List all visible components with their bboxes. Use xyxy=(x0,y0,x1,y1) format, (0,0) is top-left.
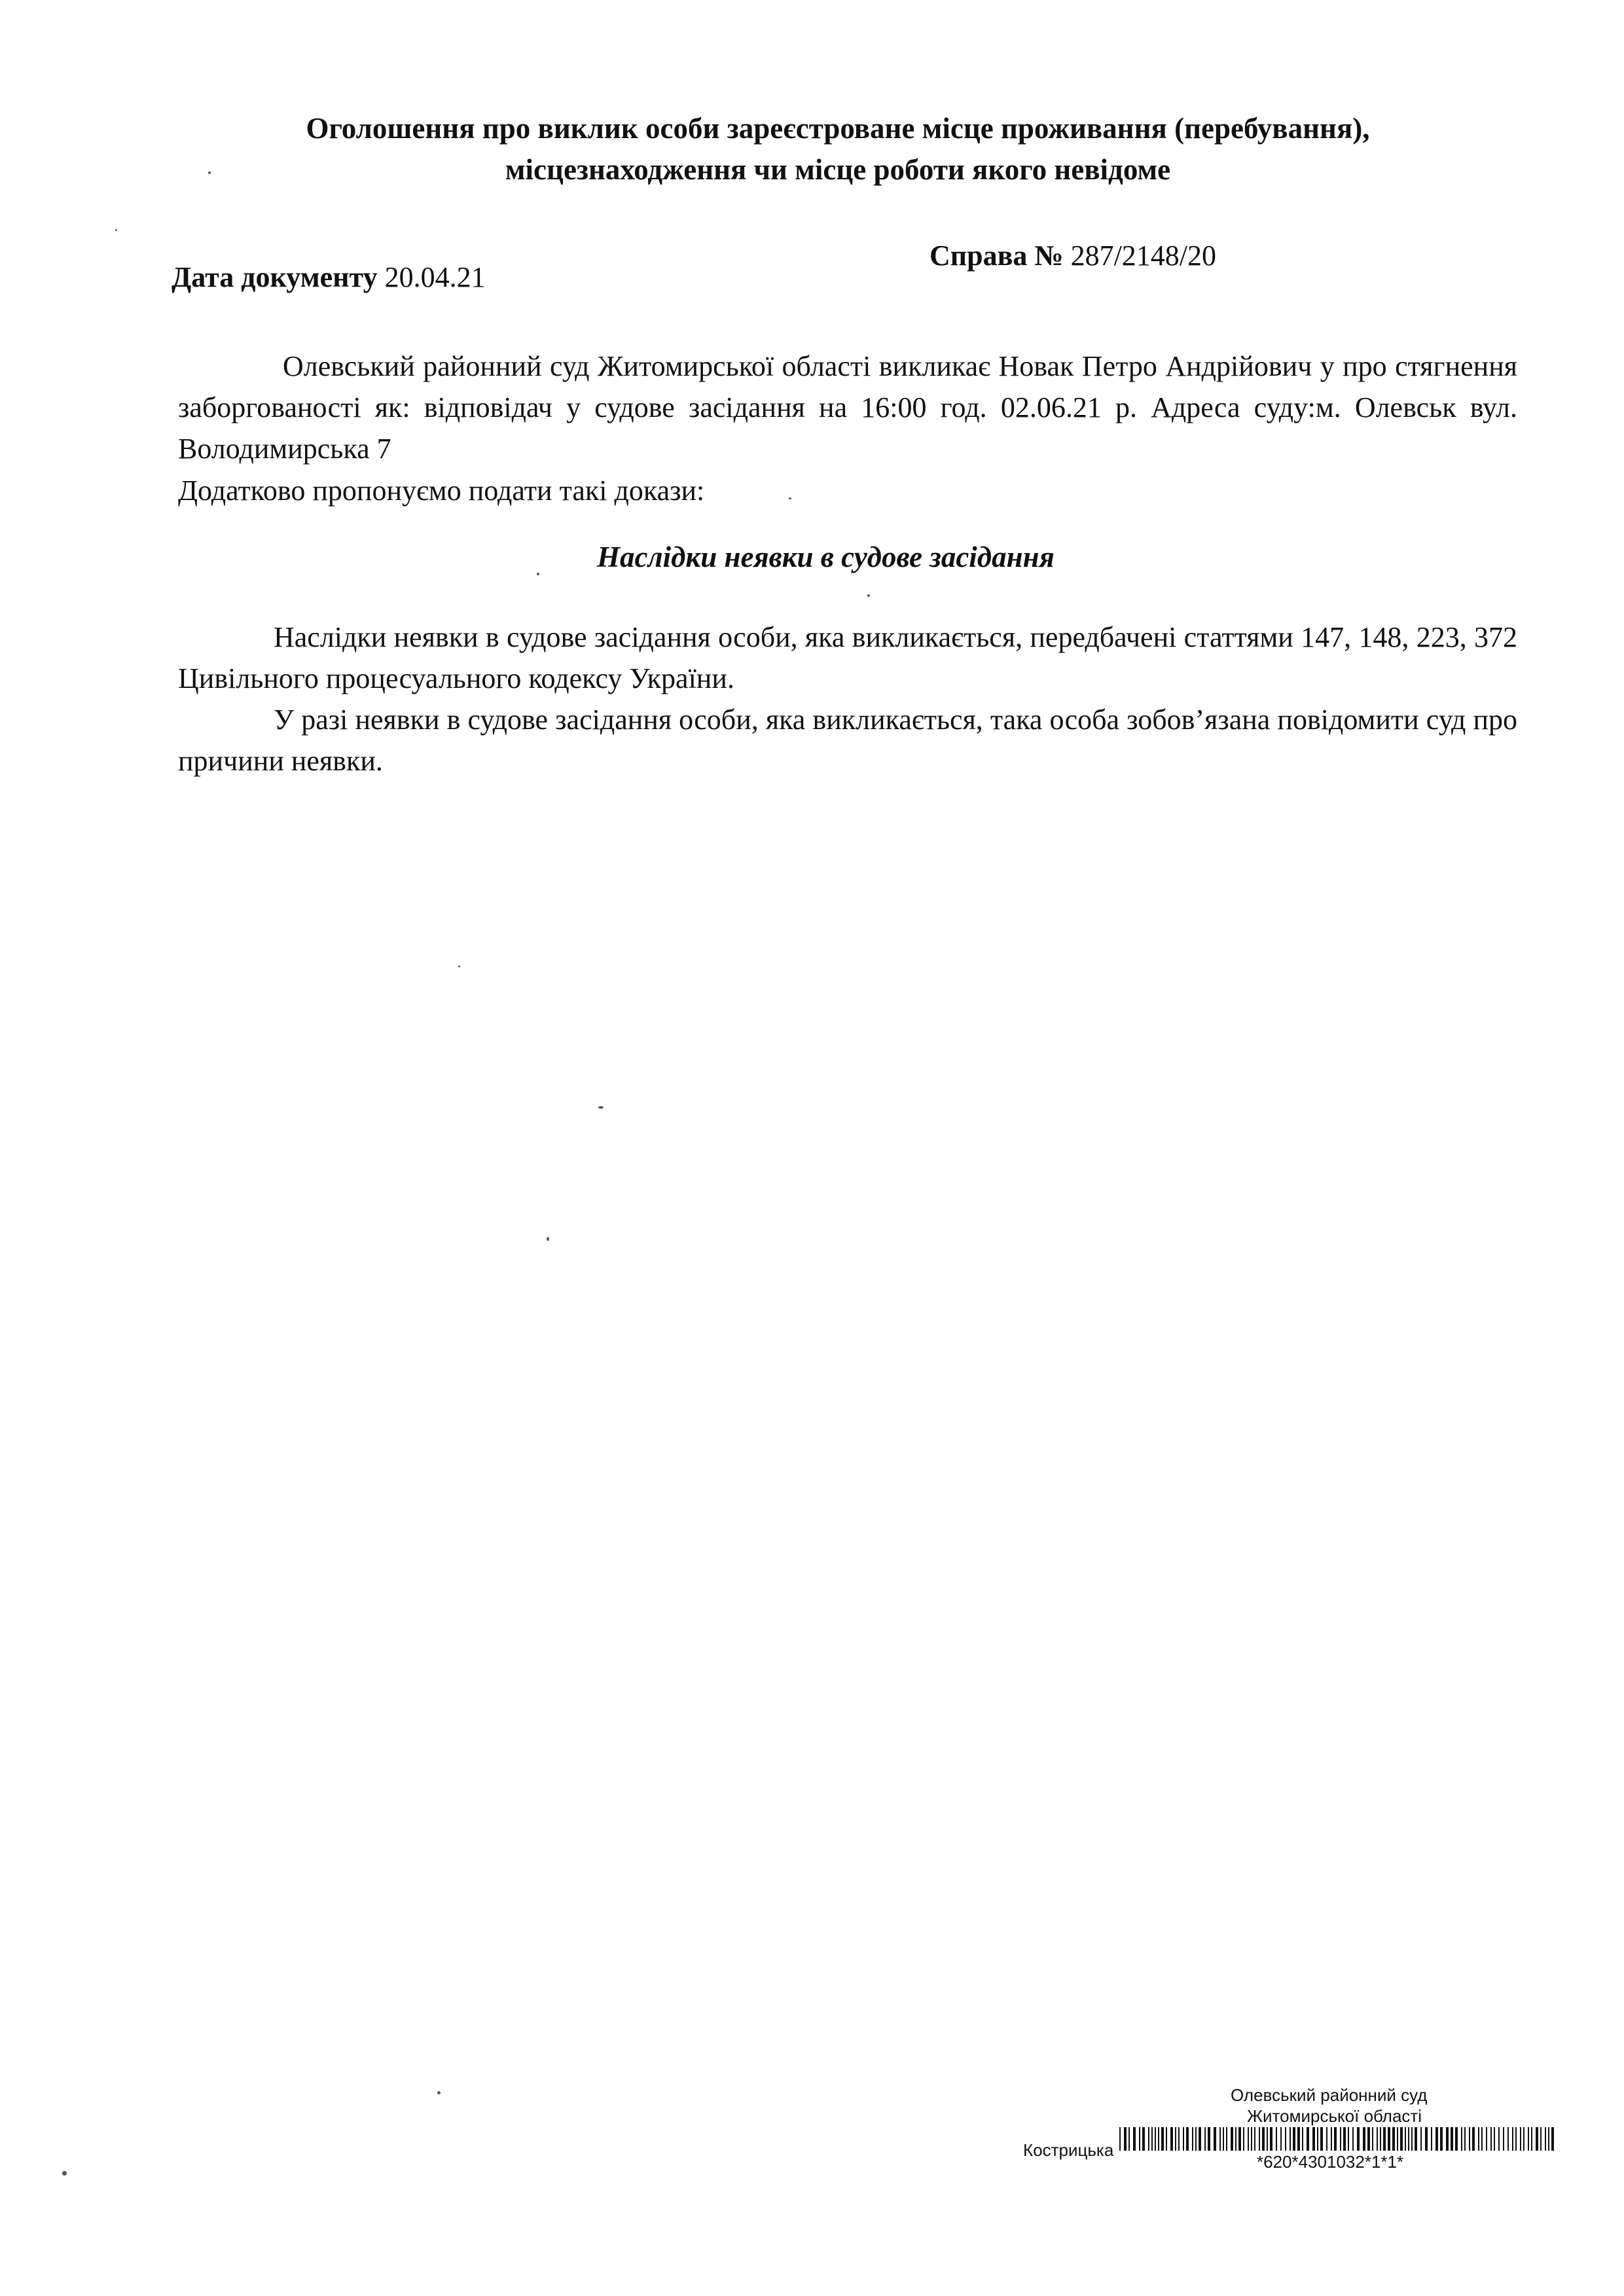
barcode-bar xyxy=(1148,2127,1149,2151)
scan-speck xyxy=(115,229,117,231)
document-title xyxy=(216,108,1460,190)
barcode-bar xyxy=(1302,2127,1303,2151)
barcode-bar xyxy=(1469,2127,1470,2151)
barcode-bar xyxy=(1175,2127,1176,2151)
barcode-bar xyxy=(1363,2127,1365,2151)
barcode-bar xyxy=(1486,2127,1487,2151)
barcode-bar xyxy=(1317,2127,1318,2151)
barcode-bar xyxy=(1451,2127,1453,2151)
barcode-bar xyxy=(1248,2127,1249,2151)
case-number-value: 287/2148/20 xyxy=(1070,240,1217,272)
barcode-bar xyxy=(1503,2127,1504,2151)
barcode-bar xyxy=(1124,2127,1127,2151)
barcode-bar xyxy=(1490,2127,1492,2151)
barcode-bar xyxy=(1464,2127,1466,2151)
stamp-barcode-code: *620*4301032*1*1* xyxy=(1257,2152,1404,2172)
barcode-bar xyxy=(1331,2127,1332,2151)
barcode-bar xyxy=(1119,2127,1121,2151)
barcode-bar xyxy=(1139,2127,1140,2151)
stamp-court-name: Олевський районний суд xyxy=(1231,2085,1428,2105)
barcode-bar xyxy=(1231,2127,1233,2151)
barcode-bar xyxy=(1551,2127,1554,2151)
barcode-bar xyxy=(1254,2127,1255,2151)
scan-speck xyxy=(458,965,460,967)
barcode-bar xyxy=(1523,2127,1525,2151)
barcode-bar xyxy=(1238,2127,1241,2151)
barcode-bar xyxy=(1388,2127,1390,2151)
barcode-bar xyxy=(1199,2127,1201,2151)
barcode-bar xyxy=(1133,2127,1136,2151)
registry-barcode xyxy=(1119,2127,1558,2151)
barcode-bar xyxy=(1367,2127,1370,2151)
barcode-bar xyxy=(1446,2127,1449,2151)
barcode-bar xyxy=(1545,2127,1546,2151)
document-date xyxy=(171,260,486,294)
barcode-bar xyxy=(1259,2127,1260,2151)
barcode-bar xyxy=(1512,2127,1513,2151)
barcode-bar xyxy=(1326,2127,1327,2151)
barcode-bar xyxy=(1226,2127,1227,2151)
case-number-label: Справа № xyxy=(929,240,1064,272)
title-line-1: Оголошення про виклик особи зареєстроване місце проживання (перебування), xyxy=(306,112,1370,145)
document-date-label: Дата документу xyxy=(171,261,378,293)
title-line-2: місцезнаходження чи місце роботи якого невідоме xyxy=(505,153,1171,186)
barcode-bar xyxy=(1251,2127,1252,2151)
document-date-value: 20.04.21 xyxy=(384,261,486,293)
scan-speck xyxy=(537,573,539,575)
barcode-bar xyxy=(1531,2127,1532,2151)
scan-speck xyxy=(208,171,211,174)
barcode-bar xyxy=(1243,2127,1244,2151)
barcode-bar xyxy=(1478,2127,1479,2151)
barcode-bar xyxy=(1383,2127,1386,2151)
scan-speck xyxy=(598,1106,604,1109)
barcode-bar xyxy=(1208,2127,1210,2151)
barcode-bar xyxy=(1285,2127,1286,2151)
consequences-paragraph-1: Наслідки неявки в судове засідання особи, яка викликається, передбачені статтями 147, 148, 223, 372 Цивільного процесуального кодексу України. xyxy=(178,621,1517,694)
stamp-clerk: Кострицька xyxy=(1023,2140,1114,2160)
barcode-bar xyxy=(1415,2127,1417,2151)
barcode-bar xyxy=(1158,2127,1159,2151)
barcode-bar xyxy=(1400,2127,1403,2151)
scan-speck xyxy=(62,2171,67,2176)
barcode-bar xyxy=(1166,2127,1167,2151)
barcode-bar xyxy=(1219,2127,1221,2151)
barcode-bar xyxy=(1297,2127,1300,2151)
consequences-heading: Наслідки неявки в судове засідання xyxy=(597,541,1055,573)
barcode-bar xyxy=(1494,2127,1495,2151)
barcode-bar xyxy=(1377,2127,1378,2151)
barcode-bar xyxy=(1340,2127,1341,2151)
barcode-bar xyxy=(1270,2127,1272,2151)
barcode-bar xyxy=(1536,2127,1538,2151)
barcode-bar xyxy=(1155,2127,1156,2151)
barcode-bar xyxy=(1204,2127,1206,2151)
barcode-bar xyxy=(1151,2127,1153,2151)
scan-speck xyxy=(437,2091,441,2094)
barcode-bar xyxy=(1380,2127,1381,2151)
barcode-bar xyxy=(1235,2127,1236,2151)
barcode-bar xyxy=(1435,2127,1438,2151)
barcode-bar xyxy=(1431,2127,1432,2151)
barcode-bar xyxy=(1214,2127,1216,2151)
scan-speck xyxy=(867,594,870,597)
barcode-bar xyxy=(1183,2127,1184,2151)
barcode-bar xyxy=(1161,2127,1164,2151)
barcode-bar xyxy=(1397,2127,1398,2151)
barcode-bar xyxy=(1293,2127,1295,2151)
barcode-bar xyxy=(1357,2127,1360,2151)
barcode-bar xyxy=(1481,2127,1483,2151)
consequences-paragraph-2: У разі неявки в судове засідання особи, яка викликається, така особа зобов’язана повідомити суд про причини неявки. xyxy=(178,704,1517,777)
barcode-bar xyxy=(1307,2127,1309,2151)
barcode-bar xyxy=(1507,2127,1509,2151)
evidence-line: Додатково пропонуємо подати такі докази: xyxy=(178,475,705,507)
barcode-bar xyxy=(1548,2127,1549,2151)
barcode-bar xyxy=(1192,2127,1193,2151)
barcode-bar xyxy=(1425,2127,1428,2151)
scan-speck xyxy=(547,1237,549,1241)
barcode-bar xyxy=(1498,2127,1500,2151)
barcode-bar xyxy=(1515,2127,1517,2151)
barcode-bar xyxy=(1276,2127,1277,2151)
barcode-bar xyxy=(1372,2127,1373,2151)
barcode-bar xyxy=(1411,2127,1413,2151)
barcode-bar xyxy=(1348,2127,1349,2151)
barcode-bar xyxy=(1408,2127,1409,2151)
barcode-bar xyxy=(1520,2127,1521,2151)
case-number xyxy=(929,239,1216,272)
summons-paragraph: Олевський районний суд Житомирської області викликає Новак Петро Андрійович у про стягнення заборгованості як: відповідач у судове засідання на 16:00 год. 02.06.21 р. Адреса суду:м. Олевськ вул. Володимирська 7 xyxy=(178,350,1517,465)
barcode-bar xyxy=(1472,2127,1475,2151)
barcode-bar xyxy=(1267,2127,1268,2151)
barcode-bar xyxy=(1195,2127,1197,2151)
barcode-bar xyxy=(1290,2127,1291,2151)
barcode-bar xyxy=(1405,2127,1406,2151)
barcode-bar xyxy=(1312,2127,1315,2151)
barcode-bar xyxy=(1343,2127,1346,2151)
barcode-bar xyxy=(1334,2127,1337,2151)
barcode-bar xyxy=(1440,2127,1443,2151)
barcode-bar xyxy=(1528,2127,1529,2151)
barcode-bar xyxy=(1455,2127,1458,2151)
barcode-bar xyxy=(1280,2127,1282,2151)
barcode-bar xyxy=(1186,2127,1189,2151)
barcode-bar xyxy=(1352,2127,1354,2151)
barcode-bar xyxy=(1461,2127,1462,2151)
barcode-bar xyxy=(1320,2127,1323,2151)
barcode-bar xyxy=(1392,2127,1395,2151)
stamp-region: Житомирської області xyxy=(1247,2106,1422,2126)
barcode-bar xyxy=(1420,2127,1422,2151)
barcode-bar xyxy=(1142,2127,1145,2151)
barcode-bar xyxy=(1223,2127,1224,2151)
barcode-bar xyxy=(1540,2127,1542,2151)
barcode-bar xyxy=(1178,2127,1180,2151)
scan-speck xyxy=(789,497,791,499)
barcode-bar xyxy=(1262,2127,1265,2151)
barcode-bar xyxy=(1170,2127,1173,2151)
barcode-bar xyxy=(1128,2127,1130,2151)
